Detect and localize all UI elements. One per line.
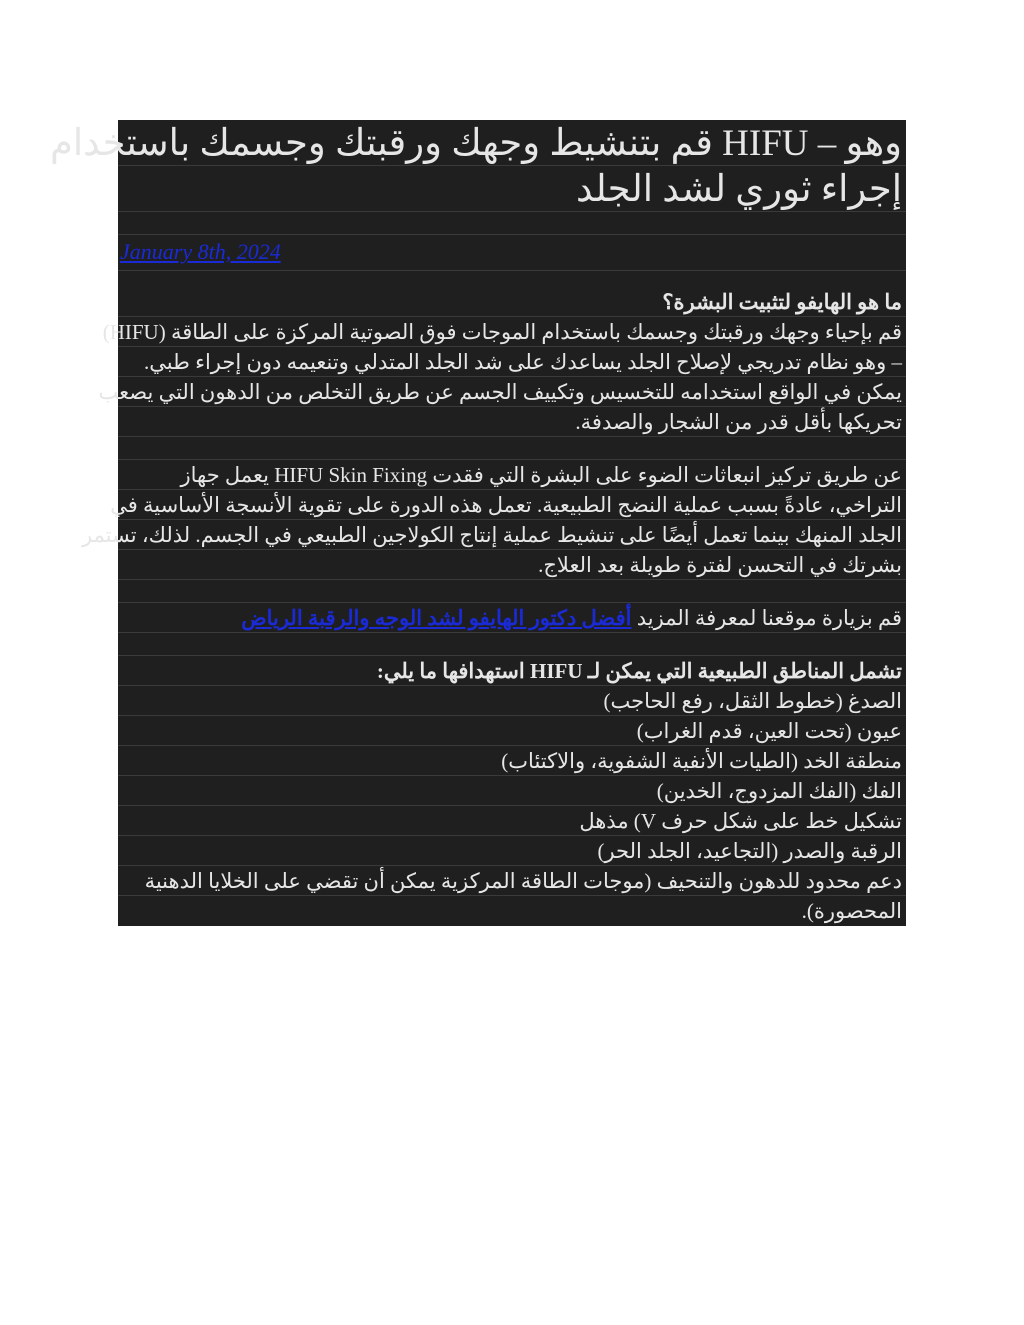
list-item: الصدغ (خطوط الثقل، رفع الحاجب) bbox=[118, 686, 906, 716]
best-hifu-doctor-link[interactable]: أفضل دكتور الهايفو لشد الوجه والرقبة الرياض bbox=[241, 606, 632, 630]
paragraph-2-line: عن طريق تركيز انبعاثات الضوء على البشرة التي فقدت HIFU Skin Fixing يعمل جهاز bbox=[118, 460, 906, 490]
paragraph-2-line: الجلد المنهك بينما تعمل أيضًا على تنشيط عملية إنتاج الكولاجين الطبيعي في الجسم. لذلك، تستمر bbox=[118, 520, 906, 550]
spacer bbox=[118, 633, 906, 656]
paragraph-2-line: بشرتك في التحسن لفترة طويلة بعد العلاج. bbox=[118, 550, 906, 580]
section-heading-target-areas: تشمل المناطق الطبيعية التي يمكن لـ HIFU استهدافها ما يلي: bbox=[118, 656, 906, 686]
visit-line bbox=[118, 603, 906, 633]
list-item: عيون (تحت العين، قدم الغراب) bbox=[118, 716, 906, 746]
visit-text: قم بزيارة موقعنا لمعرفة المزيد bbox=[636, 606, 902, 630]
list-item: تشكيل خط على شكل حرف V) مذهل bbox=[118, 806, 906, 836]
list-item: منطقة الخد (الطيات الأنفية الشفوية، والاكتئاب) bbox=[118, 746, 906, 776]
paragraph-1-line: قم بإحياء وجهك ورقبتك وجسمك باستخدام الموجات فوق الصوتية المركزة على الطاقة (HIFU) bbox=[118, 317, 906, 347]
paragraph-1-line: يمكن في الواقع استخدامه للتخسيس وتكييف الجسم عن طريق التخلص من الدهون التي يصعب bbox=[118, 377, 906, 407]
section-heading-what-is-hifu: ما هو الهايفو لتثبيت البشرة؟ bbox=[118, 287, 906, 317]
post-date-link[interactable]: January 8th, 2024 bbox=[120, 239, 281, 264]
spacer bbox=[118, 437, 906, 460]
article-title-line-1: وهو – HIFU قم بتنشيط وجهك ورقبتك وجسمك باستخدام bbox=[118, 120, 906, 166]
paragraph-1-line: – وهو نظام تدريجي لإصلاح الجلد يساعدك على شد الجلد المتدلي وتنعيمه دون إجراء طبي. bbox=[118, 347, 906, 377]
spacer bbox=[118, 212, 906, 235]
list-item: الرقبة والصدر (التجاعيد، الجلد الحر) bbox=[118, 836, 906, 866]
spacer bbox=[118, 271, 906, 287]
paragraph-2-line: التراخي، عادةً بسبب عملية النضج الطبيعية. تعمل هذه الدورة على تقوية الأنسجة الأساسية في bbox=[118, 490, 906, 520]
article bbox=[49, 120, 906, 926]
article-title-line-2: إجراء ثوري لشد الجلد bbox=[118, 166, 906, 212]
post-date bbox=[118, 235, 906, 271]
target-areas-list bbox=[118, 686, 906, 926]
list-item: المحصورة). bbox=[801, 899, 902, 923]
spacer bbox=[118, 580, 906, 603]
paragraph-1-line: تحريكها بأقل قدر من الشجار والصدفة. bbox=[118, 407, 906, 437]
list-item: دعم محدود للدهون والتنحيف (موجات الطاقة المركزية يمكن أن تقضي على الخلايا الدهنية bbox=[118, 866, 906, 896]
list-item: الفك (الفك المزدوج، الخدين) bbox=[118, 776, 906, 806]
